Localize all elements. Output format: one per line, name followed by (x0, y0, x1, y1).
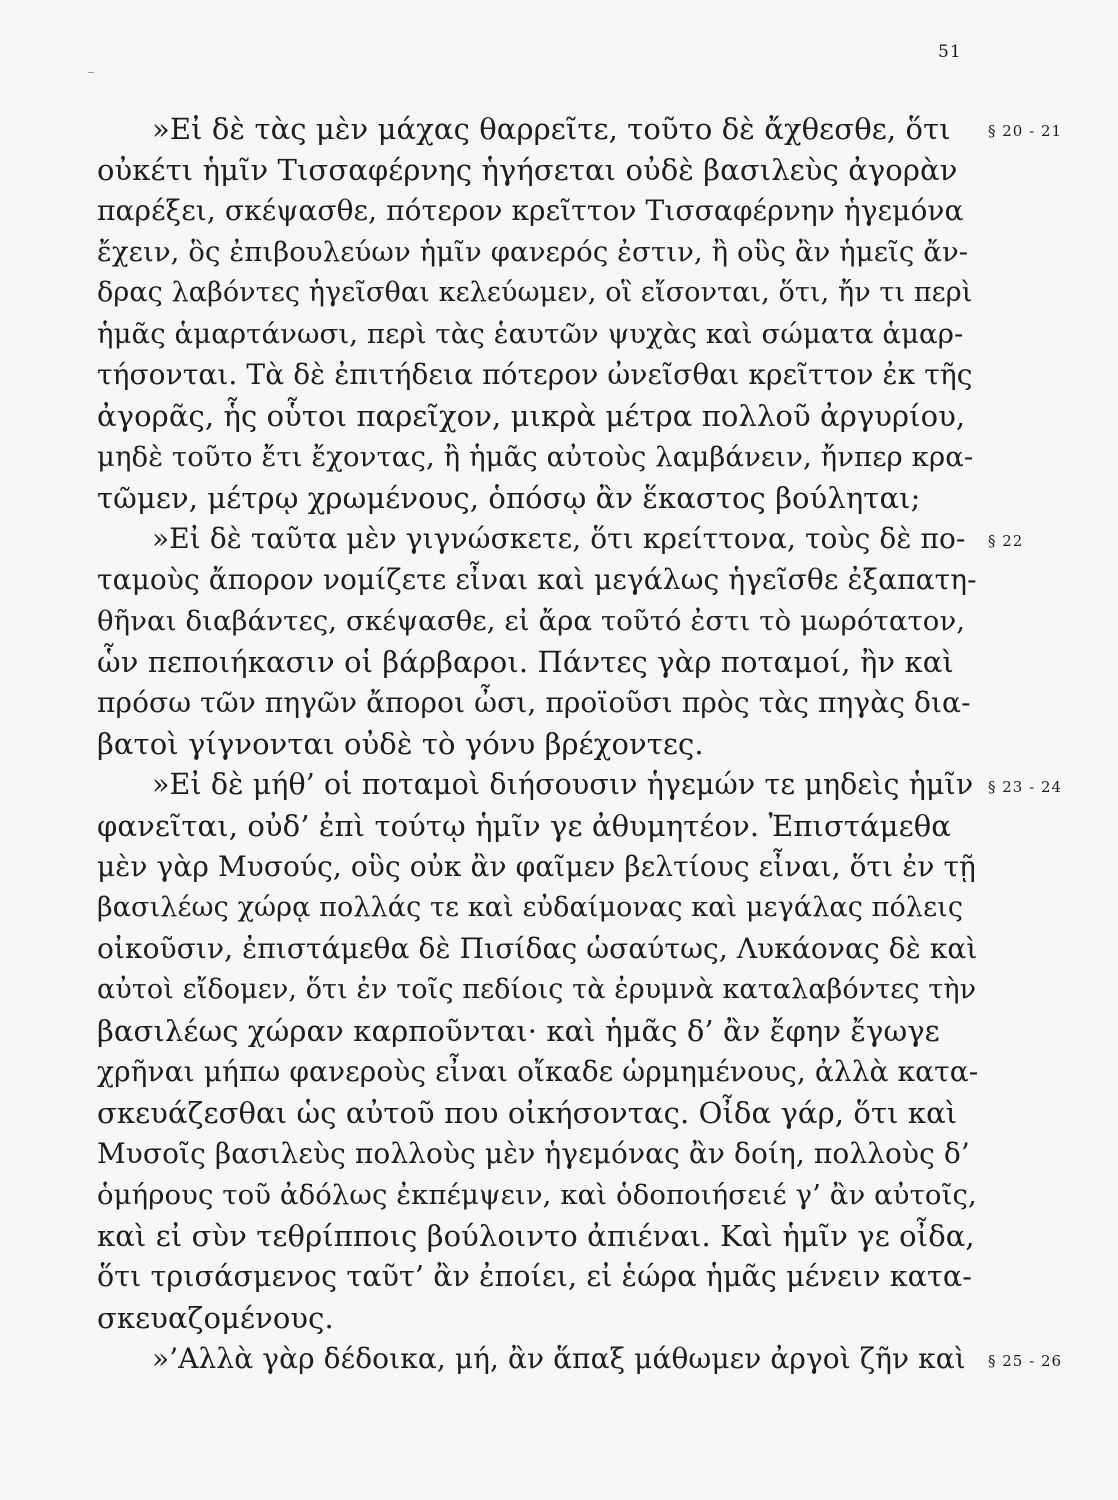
margin-section-ref: § 20 - 21 (988, 122, 1063, 140)
text-line: »Εἰ δὲ τὰς μὲν μάχας θαρρεῖτε, τοῦτο δὲ ἄχθεσθε, ὅτι (152, 112, 951, 146)
text-line: »’Αλλὰ γὰρ δέδοικα, μή, ἂν ἅπαξ μάθωμεν ἀργοὶ ζῆν καὶ (152, 1342, 966, 1375)
text-line: ὧν πεποιήκασιν οἱ βάρβαροι. Πάντες γὰρ ποταμοί, ἢν καὶ (97, 645, 954, 679)
text-line: ἀγορᾶς, ἧς οὗτοι παρεῖχον, μικρὰ μέτρα πολλοῦ ἀργυρίου, (97, 399, 966, 433)
text-line: τήσονται. Τὰ δὲ ἐπιτήδεια πότερον ὠνεῖσθαι κρεῖττον ἐκ τῆς (97, 358, 973, 391)
text-line: βασιλέως χώρᾳ πολλάς τε καὶ εὐδαίμονας καὶ μεγάλας πόλεις (97, 892, 964, 923)
margin-section-ref: § 23 - 24 (988, 778, 1063, 796)
text-line: παρέξει, σκέψασθε, πότερον κρεῖττον Τισσαφέρνην ἡγεμόνα (97, 194, 964, 227)
text-line: ὅτι τρισάσμενος ταῦτ’ ἂν ἐποίει, εἰ ἑώρα ἡμᾶς μένειν κατα- (97, 1260, 972, 1293)
text-line: αὐτοὶ εἴδομεν, ὅτι ἐν τοῖς πεδίοις τὰ ἐρυμνὰ καταλαβόντες τὴν (97, 974, 977, 1005)
text-line: χρῆναι μήπω φανεροὺς εἶναι οἴκαδε ὡρμημένους, ἀλλὰ κατα- (97, 1055, 979, 1088)
text-line: »Εἰ δὲ ταῦτα μὲν γιγνώσκετε, ὅτι κρείττονα, τοὺς δὲ πο- (152, 522, 966, 555)
text-line: τῶμεν, μέτρῳ χρωμένους, ὁπόσῳ ἂν ἕκαστος βούληται; (97, 481, 921, 515)
margin-section-ref: § 25 - 26 (988, 1352, 1063, 1370)
text-line: σκευαζομένους. (97, 1301, 334, 1335)
text-line: ἡμᾶς ἁμαρτάνωσι, περὶ τὰς ἑαυτῶν ψυχὰς καὶ σώματα ἁμαρ- (97, 318, 964, 350)
page-number: 51 (938, 42, 962, 62)
text-line: »Εἰ δὲ μήθ’ οἱ ποταμοὶ διήσουσιν ἡγεμών τε μηδεὶς ἡμῖν (152, 768, 974, 801)
text-line: σκευάζεσθαι ὡς αὐτοῦ που οἰκήσοντας. Οἶδα γάρ, ὅτι καὶ (97, 1096, 958, 1130)
text-line: θῆναι διαβάντες, σκέψασθε, εἰ ἄρα τοῦτό ἐστι τὸ μωρότατον, (97, 605, 966, 637)
text-line: φανεῖται, οὐδ’ ἐπὶ τούτῳ ἡμῖν γε ἀθυμητέον. Ἐπιστάμεθα (97, 809, 951, 843)
text-line: βατοὶ γίγνονται οὐδὲ τὸ γόνυ βρέχοντες. (97, 727, 704, 761)
text-line: δρας λαβόντες ἡγεῖσθαι κελεύωμεν, οἳ εἴσονται, ὅτι, ἤν τι περὶ (97, 277, 973, 308)
text-line: οὐκέτι ἡμῖν Τισσαφέρνης ἡγήσεται οὐδὲ βασιλεὺς ἀγορὰν (97, 153, 958, 187)
text-line: μὲν γὰρ Μυσούς, οὓς οὐκ ἂν φαῖμεν βελτίους εἶναι, ὅτι ἐν τῇ (97, 850, 976, 883)
text-line: οἰκοῦσιν, ἐπιστάμεθα δὲ Πισίδας ὡσαύτως, Λυκάονας δὲ καὶ (97, 932, 978, 965)
text-line: ὁμήρους τοῦ ἀδόλως ἐκπέμψειν, καὶ ὁδοποιήσειέ γ’ ἂν αὐτοῖς, (97, 1179, 977, 1211)
text-line: ταμοὺς ἄπορον νομίζετε εἶναι καὶ μεγάλως ἡγεῖσθε ἐξαπατη- (97, 563, 977, 596)
text-line: βασιλέως χώραν καρποῦνται· καὶ ἡμᾶς δ’ ἂν ἔφην ἔγωγε (97, 1014, 940, 1048)
margin-section-ref: § 22 (988, 532, 1024, 550)
corner-mark (88, 72, 94, 73)
text-line: καὶ εἰ σὺν τεθρίπποις βούλοιντο ἀπιέναι. Καὶ ἡμῖν γε οἶδα, (97, 1219, 975, 1253)
text-line: πρόσω τῶν πηγῶν ἄποροι ὦσι, προϊοῦσι πρὸς τὰς πηγὰς δια- (97, 686, 971, 719)
text-line: ἔχειν, ὃς ἐπιβουλεύων ἡμῖν φανερός ἐστιν, ἢ οὓς ἂν ἡμεῖς ἄν- (97, 236, 969, 268)
text-line: Μυσοῖς βασιλεὺς πολλοὺς μὲν ἡγεμόνας ἂν δοίη, πολλοὺς δ’ (97, 1137, 970, 1170)
text-line: μηδὲ τοῦτο ἔτι ἔχοντας, ἢ ἡμᾶς αὐτοὺς λαμβάνειν, ἤνπερ κρα- (97, 441, 974, 473)
